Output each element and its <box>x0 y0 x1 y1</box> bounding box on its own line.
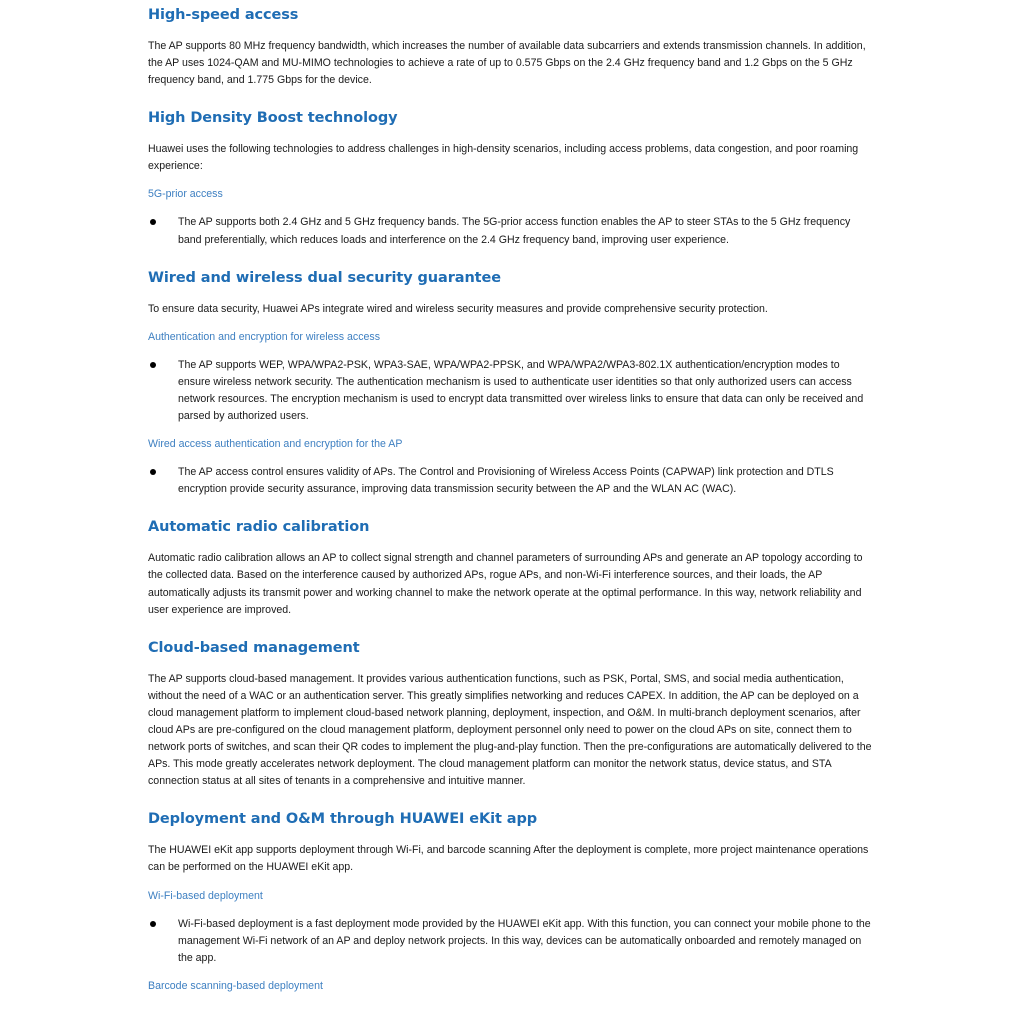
subsection-title: Barcode scanning-based deployment <box>148 979 323 992</box>
section-cloud-management <box>148 637 872 791</box>
section-dual-security <box>148 267 872 499</box>
section-paragraph: Automatic radio calibration allows an AP to collect signal strength and channel parameters of surrounding APs and generate an AP topology according to the collected data. Based on the interference caused by authorized APs, rogue APs, and non-Wi-Fi interference sources, and their loads, the AP automatically adjusts its transmit power and working channel to make the network operate at the optimal performance. In this way, network reliability and user experience are improved. <box>148 552 863 616</box>
bullet-item <box>148 464 872 498</box>
bullet-text: The AP supports both 2.4 GHz and 5 GHz frequency bands. The 5G-prior access function enables the AP to steer STAs to the 5 GHz frequency band preferentially, which reduces loads and interference on the 2.4 GHz frequency band, improving user experience. <box>178 216 851 246</box>
bullet-text: The AP supports WEP, WPA/WPA2-PSK, WPA3-SAE, WPA/WPA2-PPSK, and WPA/WPA2/WPA3-802.1X authentication/encryption modes to ensure wireless network security. The authentication mechanism is used to authenticate user identities so that only authorized users can access network resources. The encryption mechanism is used to encrypt data transmitted over wireless links to ensure that data can only be received and parsed by authorized users. <box>178 358 864 423</box>
subsection-title: 5G-prior access <box>148 188 223 201</box>
section-heading: Deployment and O&M through HUAWEI eKit app <box>148 811 538 828</box>
section-paragraph: Huawei uses the following technologies to address challenges in high-density scenarios, including access problems, data congestion, and poor roaming experience: <box>148 143 859 173</box>
section-paragraph: The AP supports cloud-based management. It provides various authentication functions, such as PSK, Portal, SMS, and social media authentication, without the need of a WAC or an authentication server. This greatly simplifies networking and reduces CAPEX. In addition, the AP can be deployed on a cloud management platform to implement cloud-based network planning, deployment, inspection, and O&M. In multi-branch deployment scenarios, after cloud APs are pre-configured on the cloud management platform, deployment personnel only need to power on the cloud APs on site, connect them to network ports of switches, and scan their QR codes to implement the plug-and-play function. Then the pre-configurations are automatically delivered to the APs. This mode greatly accelerates network deployment. The cloud management platform can monitor the network status, device status, and STA connection status at all sites of tenants in a comprehensive and intuitive manner. <box>148 672 872 788</box>
subsection-title: Wi-Fi-based deployment <box>148 889 263 902</box>
section-heading: High Density Boost technology <box>148 110 398 127</box>
section-paragraph: To ensure data security, Huawei APs integrate wired and wireless security measures and provide comprehensive security protection. <box>148 302 768 315</box>
section-heading: Automatic radio calibration <box>148 519 370 536</box>
bullet-item <box>148 357 872 425</box>
bullet-dot-icon <box>150 219 156 225</box>
bullet-dot-icon <box>150 921 156 927</box>
bullet-text: The AP access control ensures validity of APs. The Control and Provisioning of Wireless Access Points (CAPWAP) link protection and DTLS encryption provide security assurance, improving data transmission security between the AP and the WLAN AC (WAC). <box>178 466 834 496</box>
subsection-title: Authentication and encryption for wireless access <box>148 330 381 343</box>
section-heading: High-speed access <box>148 7 299 23</box>
subsection-title: Wired access authentication and encryption for the AP <box>148 438 403 451</box>
section-paragraph: The AP supports 80 MHz frequency bandwidth, which increases the number of available data subcarriers and extends transmission channels. In addition, the AP uses 1024-QAM and MU-MIMO technologies to achieve a rate of up to 0.575 Gbps on the 2.4 GHz frequency band and 1.2 Gbps on the 5 GHz frequency band, and 1.775 Gbps for the device. <box>148 40 866 87</box>
document-page <box>148 4 872 995</box>
section-radio-calibration <box>148 516 872 618</box>
section-paragraph: The HUAWEI eKit app supports deployment through Wi-Fi, and barcode scanning After the deployment is complete, more project maintenance operations can be performed on the HUAWEI eKit app. <box>148 844 869 874</box>
section-ekit-deployment <box>148 808 872 994</box>
bullet-text: Wi-Fi-based deployment is a fast deployment mode provided by the HUAWEI eKit app. With this function, you can connect your mobile phone to the management Wi-Fi network of an AP and deploy network projects. In this way, devices can be automatically onboarded and remotely managed on the app. <box>178 917 871 964</box>
section-high-density-boost <box>148 107 872 248</box>
section-high-speed-access <box>148 4 872 89</box>
bullet-item <box>148 214 872 248</box>
bullet-dot-icon <box>150 362 156 368</box>
bullet-dot-icon <box>150 469 156 475</box>
section-heading: Wired and wireless dual security guarantee <box>148 269 501 286</box>
section-heading: Cloud-based management <box>148 639 360 656</box>
bullet-item <box>148 916 872 967</box>
